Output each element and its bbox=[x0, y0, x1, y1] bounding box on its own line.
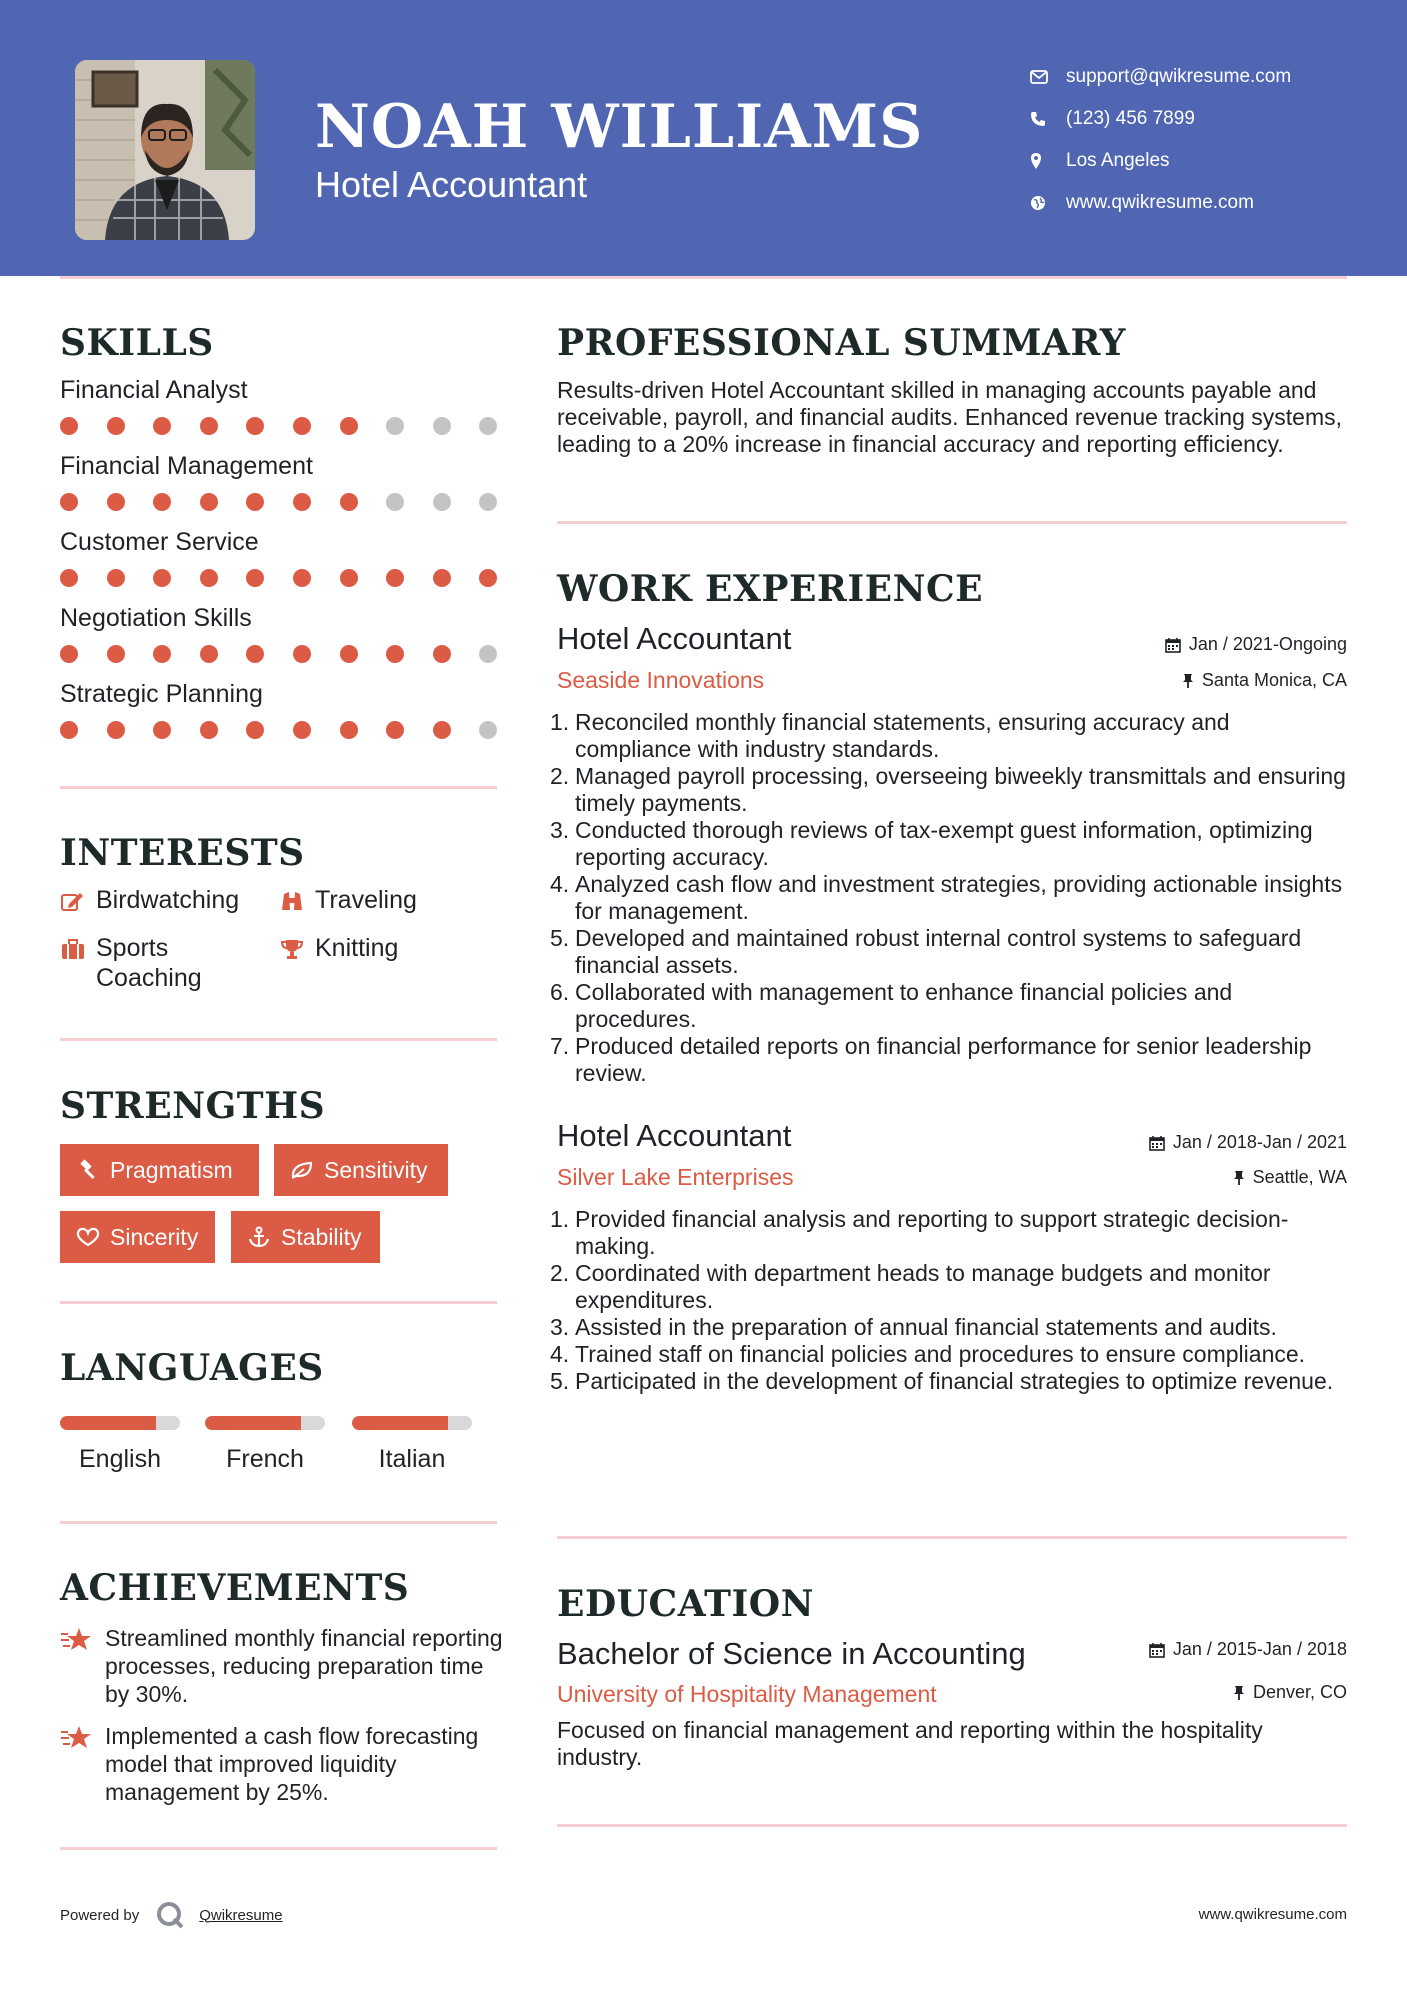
job-location: Santa Monica, CA bbox=[1182, 670, 1347, 691]
header-divider bbox=[60, 276, 1347, 279]
section-divider bbox=[60, 1847, 497, 1850]
skill-dot-filled bbox=[107, 645, 125, 663]
skill-dot-filled bbox=[153, 569, 171, 587]
skill-label: Strategic Planning bbox=[60, 680, 263, 708]
company-name: Silver Lake Enterprises bbox=[557, 1164, 794, 1190]
section-divider bbox=[557, 1536, 1347, 1539]
skill-dot-filled bbox=[60, 417, 78, 435]
job-title: Hotel Accountant bbox=[557, 621, 792, 656]
skill-dot-filled bbox=[340, 645, 358, 663]
binoculars-icon bbox=[279, 889, 305, 913]
skill-dot-filled bbox=[60, 645, 78, 663]
responsibility-item: 1. Reconciled monthly financial statements, ensuring accuracy and compliance with industry standards. bbox=[550, 709, 1230, 762]
skill-dot-filled bbox=[293, 417, 311, 435]
skill-dot-filled bbox=[153, 645, 171, 663]
footer-powered-by: Powered by Qwikresume bbox=[60, 1900, 283, 1930]
language-name: Italian bbox=[378, 1445, 446, 1473]
profile-photo bbox=[75, 60, 255, 240]
languages-heading: LANGUAGES bbox=[60, 1347, 324, 1389]
summary-heading: PROFESSIONAL SUMMARY bbox=[557, 322, 1126, 364]
responsibility-item: 6. Collaborated with management to enhance financial policies and procedures. bbox=[550, 979, 1233, 1032]
skill-dot-filled bbox=[200, 417, 218, 435]
skill-dot-empty bbox=[479, 645, 497, 663]
interest-item: Knitting bbox=[279, 933, 479, 963]
skill-dot-filled bbox=[200, 493, 218, 511]
experience-heading: WORK EXPERIENCE bbox=[557, 568, 984, 610]
section-divider bbox=[60, 1038, 497, 1041]
achievement-item: Streamlined monthly financial reporting processes, reducing preparation time by 30%. bbox=[60, 1624, 500, 1714]
gavel-icon bbox=[74, 1158, 102, 1182]
strengths-heading: STRENGTHS bbox=[60, 1085, 326, 1127]
skill-dot-filled bbox=[433, 569, 451, 587]
interest-item: Traveling bbox=[279, 885, 479, 915]
candidate-name: NOAH WILLIAMS bbox=[315, 92, 924, 162]
contact-location: Los Angeles bbox=[1030, 140, 1291, 182]
star-icon bbox=[60, 1724, 92, 1752]
job-responsibilities bbox=[550, 1206, 1350, 1395]
skill-dot-filled bbox=[293, 721, 311, 739]
section-divider bbox=[60, 1521, 497, 1524]
pushpin-icon bbox=[1233, 1685, 1245, 1701]
pencil-square-icon bbox=[60, 889, 86, 913]
candidate-role: Hotel Accountant bbox=[315, 164, 588, 205]
strength-tag: Sincerity bbox=[60, 1211, 215, 1263]
section-divider bbox=[60, 1301, 497, 1304]
skill-dot-empty bbox=[433, 417, 451, 435]
skill-dot-filled bbox=[340, 721, 358, 739]
school-name: University of Hospitality Management bbox=[557, 1681, 937, 1707]
language-name: English bbox=[79, 1445, 161, 1473]
skill-dot-filled bbox=[246, 645, 264, 663]
contact-list bbox=[1030, 56, 1291, 224]
star-icon bbox=[60, 1626, 92, 1654]
skill-dot-filled bbox=[386, 569, 404, 587]
skill-dot-filled bbox=[293, 645, 311, 663]
trophy-icon bbox=[279, 937, 305, 961]
contact-phone[interactable]: (123) 456 7899 bbox=[1030, 98, 1291, 140]
skill-dot-filled bbox=[246, 417, 264, 435]
section-divider bbox=[557, 1824, 1347, 1827]
leaf-icon bbox=[288, 1158, 316, 1182]
responsibility-item: 5. Participated in the development of financial strategies to optimize revenue. bbox=[550, 1368, 1334, 1394]
strength-tag: Pragmatism bbox=[60, 1144, 259, 1196]
job-date: Jan / 2018-Jan / 2021 bbox=[1149, 1132, 1347, 1153]
calendar-icon bbox=[1149, 1135, 1165, 1151]
interest-item: Birdwatching bbox=[60, 885, 260, 915]
skill-rating bbox=[60, 417, 500, 437]
skill-dot-empty bbox=[386, 493, 404, 511]
skill-dot-empty bbox=[479, 721, 497, 739]
heart-icon bbox=[74, 1225, 102, 1249]
footer-brand-link[interactable]: Qwikresume bbox=[199, 1906, 283, 1924]
pushpin-icon bbox=[1233, 1170, 1245, 1186]
language-name: French bbox=[226, 1445, 304, 1473]
strength-tag: Stability bbox=[231, 1211, 380, 1263]
footer-url[interactable]: www.qwikresume.com bbox=[1198, 1906, 1347, 1923]
section-divider bbox=[60, 786, 497, 789]
skills-heading: SKILLS bbox=[60, 322, 214, 364]
section-divider bbox=[557, 521, 1347, 524]
skill-dot-filled bbox=[340, 417, 358, 435]
skill-dot-filled bbox=[433, 645, 451, 663]
education-location: Denver, CO bbox=[1233, 1682, 1347, 1703]
globe-icon bbox=[1030, 195, 1066, 211]
language-level-bar bbox=[60, 1416, 180, 1430]
interests-heading: INTERESTS bbox=[60, 832, 305, 874]
skill-dot-filled bbox=[340, 493, 358, 511]
skill-label: Financial Analyst bbox=[60, 376, 248, 404]
job-responsibilities bbox=[550, 709, 1350, 1087]
skill-dot-empty bbox=[479, 493, 497, 511]
language-level-fill bbox=[352, 1416, 448, 1430]
degree-title: Bachelor of Science in Accounting bbox=[557, 1636, 1026, 1671]
skill-rating bbox=[60, 569, 500, 589]
skill-dot-filled bbox=[107, 721, 125, 739]
responsibility-item: 4. Trained staff on financial policies and procedures to ensure compliance. bbox=[550, 1341, 1306, 1367]
skill-dot-filled bbox=[200, 645, 218, 663]
skill-label: Customer Service bbox=[60, 528, 259, 556]
skill-dot-filled bbox=[293, 569, 311, 587]
skill-dot-filled bbox=[246, 721, 264, 739]
skill-dot-filled bbox=[60, 721, 78, 739]
language-level-bar bbox=[352, 1416, 472, 1430]
job-date: Jan / 2021-Ongoing bbox=[1165, 634, 1347, 655]
skill-dot-filled bbox=[107, 417, 125, 435]
interest-label: Sports bbox=[96, 934, 169, 962]
map-pin-icon bbox=[1030, 152, 1066, 170]
contact-email[interactable]: support@qwikresume.com bbox=[1030, 56, 1291, 98]
education-date: Jan / 2015-Jan / 2018 bbox=[1149, 1639, 1347, 1660]
job-title: Hotel Accountant bbox=[557, 1118, 792, 1153]
calendar-icon bbox=[1165, 637, 1181, 653]
responsibility-item: 7. Produced detailed reports on financial performance for senior leadership review. bbox=[550, 1033, 1312, 1086]
skill-rating bbox=[60, 721, 500, 741]
company-name: Seaside Innovations bbox=[557, 667, 765, 693]
pushpin-icon bbox=[1182, 673, 1194, 689]
skill-dot-filled bbox=[153, 493, 171, 511]
resume-header bbox=[0, 0, 1407, 276]
skill-rating bbox=[60, 645, 500, 665]
responsibility-item: 2. Coordinated with department heads to manage budgets and monitor expenditures. bbox=[550, 1260, 1271, 1313]
skill-dot-empty bbox=[479, 417, 497, 435]
skill-dot-filled bbox=[200, 721, 218, 739]
responsibility-item: 1. Provided financial analysis and reporting to support strategic decision-making. bbox=[550, 1206, 1289, 1259]
skill-label: Financial Management bbox=[60, 452, 313, 480]
skill-dot-filled bbox=[386, 721, 404, 739]
skill-dot-empty bbox=[433, 493, 451, 511]
skill-label: Negotiation Skills bbox=[60, 604, 252, 632]
education-description: Focused on financial management and reporting within the hospitality industry. bbox=[557, 1717, 1263, 1770]
skill-dot-filled bbox=[340, 569, 358, 587]
anchor-icon bbox=[245, 1225, 273, 1249]
education-heading: EDUCATION bbox=[557, 1583, 815, 1625]
skill-dot-filled bbox=[479, 569, 497, 587]
skill-rating bbox=[60, 493, 500, 513]
skill-dot-filled bbox=[200, 569, 218, 587]
responsibility-item: 5. Developed and maintained robust internal control systems to safeguard financial assets. bbox=[550, 925, 1302, 978]
skill-dot-filled bbox=[107, 569, 125, 587]
responsibility-item: 3. Conducted thorough reviews of tax-exempt guest information, optimizing reporting accuracy. bbox=[550, 817, 1313, 870]
skill-dot-empty bbox=[386, 417, 404, 435]
interest-label-cont: Coaching bbox=[96, 964, 202, 992]
briefcase-icon bbox=[60, 937, 86, 961]
skill-dot-filled bbox=[386, 645, 404, 663]
skill-dot-filled bbox=[246, 569, 264, 587]
qwikresume-logo-icon bbox=[155, 1900, 185, 1930]
achievements-heading: ACHIEVEMENTS bbox=[60, 1567, 410, 1609]
strength-tag: Sensitivity bbox=[274, 1144, 448, 1196]
skill-dot-filled bbox=[433, 721, 451, 739]
skill-dot-filled bbox=[153, 721, 171, 739]
skill-dot-filled bbox=[60, 569, 78, 587]
skill-dot-filled bbox=[60, 493, 78, 511]
summary-text: Results-driven Hotel Accountant skilled in managing accounts payable and receivable, payroll, and financial audits. Enhanced revenue tracking systems, leading to a 20% increase in financial accuracy and reporting efficiency. bbox=[557, 377, 1342, 457]
contact-website[interactable]: www.qwikresume.com bbox=[1030, 182, 1291, 224]
language-level-bar bbox=[205, 1416, 325, 1430]
interest-item bbox=[60, 933, 260, 993]
responsibility-item: 3. Assisted in the preparation of annual financial statements and audits. bbox=[550, 1314, 1277, 1340]
job-location: Seattle, WA bbox=[1233, 1167, 1347, 1188]
skill-dot-filled bbox=[153, 417, 171, 435]
mail-icon bbox=[1030, 70, 1066, 84]
language-level-fill bbox=[60, 1416, 156, 1430]
achievement-item: Implemented a cash flow forecasting model that improved liquidity management by 25%. bbox=[60, 1722, 500, 1812]
phone-icon bbox=[1030, 111, 1066, 127]
calendar-icon bbox=[1149, 1642, 1165, 1658]
responsibility-item: 2. Managed payroll processing, overseeing biweekly transmittals and ensuring timely payments. bbox=[550, 763, 1346, 816]
skill-dot-filled bbox=[293, 493, 311, 511]
skill-dot-filled bbox=[107, 493, 125, 511]
language-level-fill bbox=[205, 1416, 301, 1430]
skill-dot-filled bbox=[246, 493, 264, 511]
responsibility-item: 4. Analyzed cash flow and investment strategies, providing actionable insights for management. bbox=[550, 871, 1343, 924]
